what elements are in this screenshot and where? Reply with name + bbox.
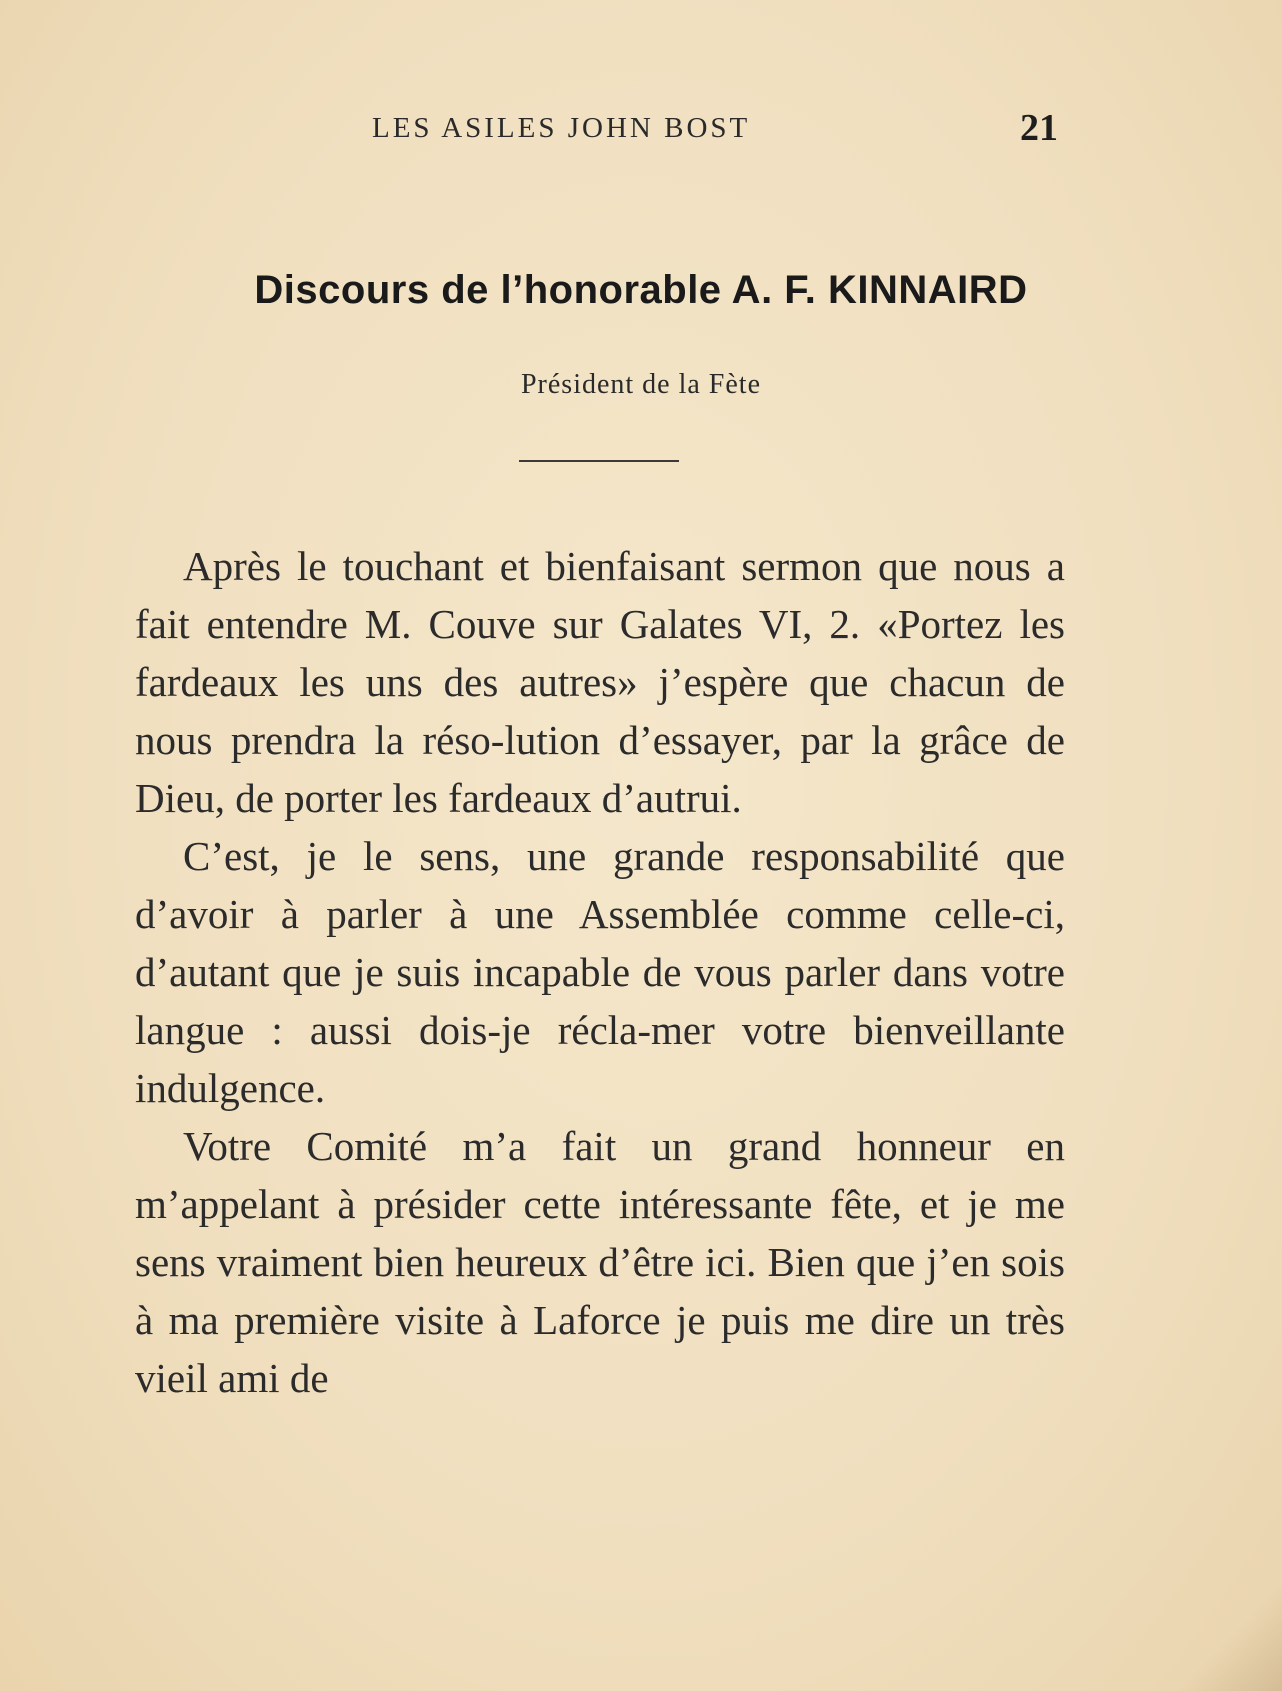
speech-title: Discours de l’honorable A. F. KINNAIRD (254, 268, 1028, 312)
speech-subtitle: Président de la Fète (520, 369, 762, 400)
page-corner-shading (1162, 1571, 1282, 1691)
paragraph-2: C’est, je le sens, une grande responsabilité que d’avoir à parler à une Assemblée comme celle-ci, d’autant que je suis incapable de vous parler dans votre langue : aussi dois-je récla-mer votre bienveillante indulgence. (135, 833, 1065, 1111)
section-divider (519, 460, 679, 462)
body-text (135, 537, 1065, 1407)
page-number: 21 (1020, 107, 1058, 149)
running-head (0, 107, 1282, 152)
paragraph-3: Votre Comité m’a fait un grand honneur en m’appelant à présider cette intéressante fête, et je me sens vraiment bien heureux d’être ici. Bien que j’en sois à ma première visite à Laforce je puis me dire un très vieil ami de (135, 1123, 1065, 1401)
running-title: LES ASILES JOHN BOST (372, 112, 751, 144)
paragraph-1: Après le touchant et bienfaisant sermon que nous a fait entendre M. Couve sur Galates VI, 2. «Portez les fardeaux les uns des autres» j’espère que chacun de nous prendra la réso-lution d’essayer, par la grâce de Dieu, de porter les fardeaux d’autrui. (135, 543, 1065, 821)
